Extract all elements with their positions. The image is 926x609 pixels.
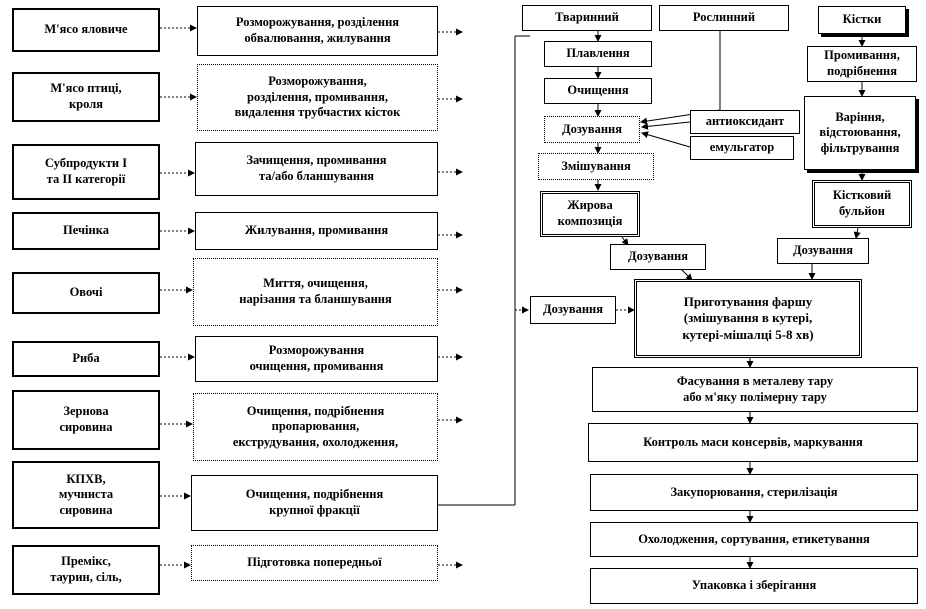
raw-kphv-flour: КПХВ, мучниста сировина	[12, 461, 160, 529]
bone-broth: Кістковий бульйон	[812, 180, 912, 228]
step-mass-control: Контроль маси консервів, маркування	[588, 423, 918, 462]
prep-offal: Зачищення, промивання та/або бланшування	[195, 142, 438, 196]
step-sealing-sterilization: Закупорювання, стерилізація	[590, 474, 918, 511]
prep-vegetables: Миття, очищення, нарізання та бланшування	[193, 258, 438, 326]
prep-grain: Очищення, подрібнення пропарювання, екструдування, охолодження,	[193, 393, 438, 461]
raw-grain: Зернова сировина	[12, 390, 160, 450]
bone-boiling: Варіння, відстоювання, фільтрування	[804, 96, 916, 170]
raw-vegetables: Овочі	[12, 272, 160, 314]
prep-fish: Розморожування очищення, промивання	[195, 336, 438, 382]
fat-animal: Тваринний	[522, 5, 652, 31]
raw-liver: Печінка	[12, 212, 160, 250]
raw-premix: Премікс, таурин, сіль,	[12, 545, 160, 595]
prep-premix: Підготовка попередньої	[191, 545, 438, 581]
raw-fish: Риба	[12, 341, 160, 377]
prep-beef: Розморожування, розділення обвалювання, жилування	[197, 6, 438, 56]
bone-dosing: Дозування	[777, 238, 869, 264]
prep-liver: Жилування, промивання	[195, 212, 438, 250]
main-dosing: Дозування	[530, 296, 616, 324]
fat-cleaning: Очищення	[544, 78, 652, 104]
raw-offal: Субпродукти І та ІІ категорії	[12, 144, 160, 200]
raw-poultry-rabbit: М'ясо птиці, кроля	[12, 72, 160, 122]
step-mince-preparation: Приготування фаршу (змішування в кутері, кутері-мішалці 5-8 хв)	[634, 279, 862, 358]
fat-mixing: Змішування	[538, 153, 654, 180]
fat-composition: Жирова композиція	[540, 191, 640, 237]
fat-vegetable: Рослинний	[659, 5, 789, 31]
bone-raw: Кістки	[818, 6, 906, 34]
additive-emulsifier: емульгатор	[690, 136, 794, 160]
bone-washing: Промивання, подрібнення	[807, 46, 917, 82]
fat-dosing: Дозування	[544, 116, 640, 143]
step-cooling-sorting: Охолодження, сортування, етикетування	[590, 522, 918, 557]
prep-poultry: Розморожування, розділення, промивання, видалення трубчастих кісток	[197, 64, 438, 131]
additive-antioxidant: антиоксидант	[690, 110, 800, 134]
step-packing-storage: Упаковка і зберігання	[590, 568, 918, 604]
fat-dosing-2: Дозування	[610, 244, 706, 270]
step-filling: Фасування в металеву тару або м'яку полімерну тару	[592, 367, 918, 412]
raw-beef: М'ясо яловиче	[12, 8, 160, 52]
prep-kphv: Очищення, подрібнення крупної фракції	[191, 475, 438, 531]
fat-melting: Плавлення	[544, 41, 652, 67]
